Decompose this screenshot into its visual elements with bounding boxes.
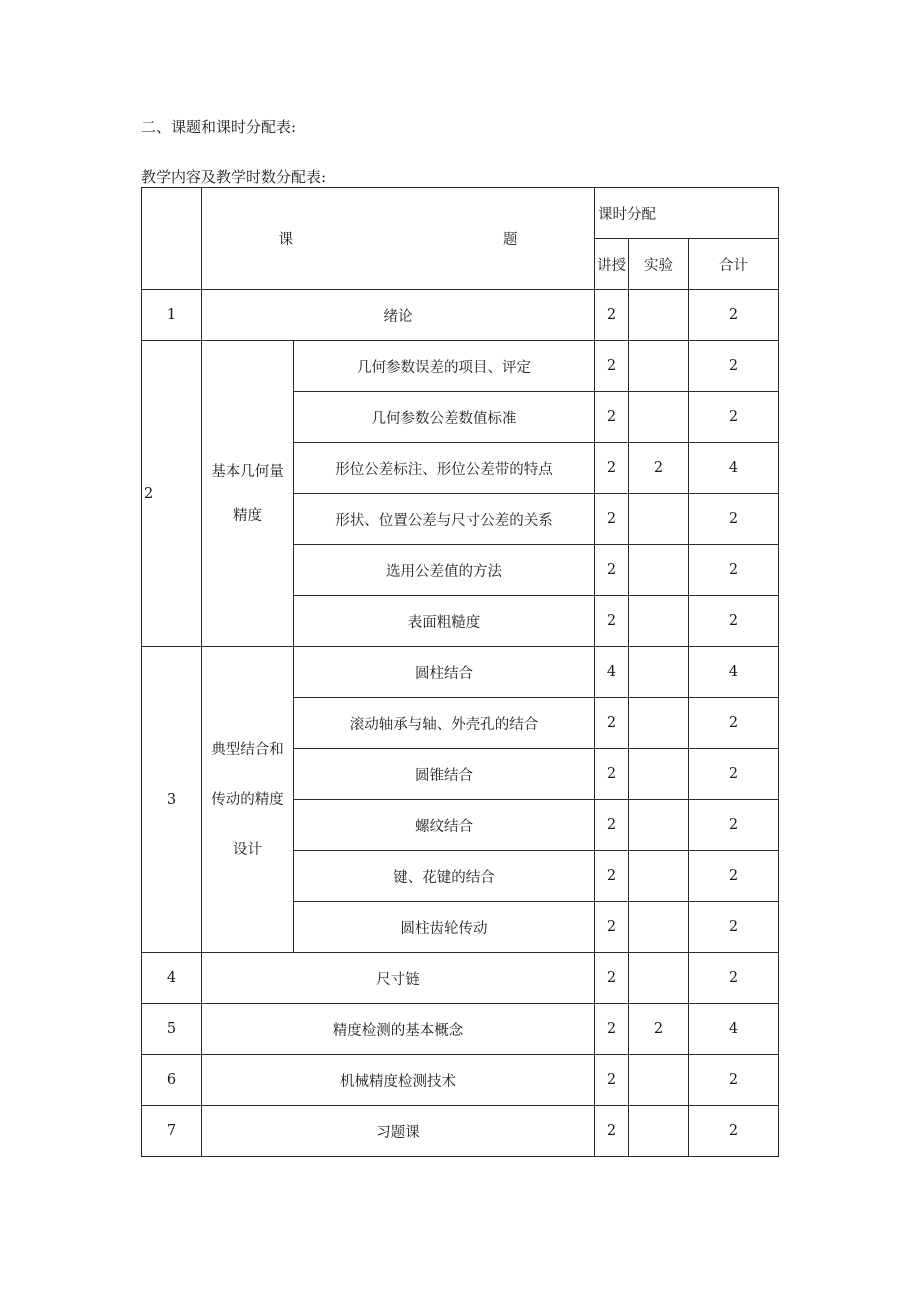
row-lab: [629, 647, 689, 698]
row-lecture: 2: [595, 1004, 629, 1055]
row-lab: [629, 545, 689, 596]
group-label-line: 典型结合和: [211, 741, 284, 758]
row-number: 7: [142, 1106, 202, 1157]
row-lecture: 2: [595, 902, 629, 953]
group-label-line: 设计: [233, 841, 262, 858]
row-total: 2: [689, 494, 779, 545]
table-row: [142, 953, 779, 1004]
row-total: 2: [689, 545, 779, 596]
table-row: [142, 647, 779, 698]
row-topic: 螺纹结合: [294, 800, 595, 851]
header-hours: 课时分配: [595, 188, 779, 239]
row-lab: [629, 1106, 689, 1157]
row-total: 2: [689, 800, 779, 851]
row-lecture: 2: [595, 494, 629, 545]
row-lab: 2: [629, 443, 689, 494]
header-total: 合计: [689, 239, 779, 290]
row-lab: [629, 1055, 689, 1106]
row-lecture: 2: [595, 800, 629, 851]
row-lecture: 2: [595, 851, 629, 902]
header-topic-char-2: 题: [503, 232, 518, 248]
row-topic: 圆柱结合: [294, 647, 595, 698]
row-total: 2: [689, 341, 779, 392]
row-topic: 圆锥结合: [294, 749, 595, 800]
row-topic: 形位公差标注、形位公差带的特点: [294, 443, 595, 494]
row-topic: 机械精度检测技术: [202, 1055, 595, 1106]
row-total: 2: [689, 749, 779, 800]
row-lecture: 2: [595, 545, 629, 596]
row-lab: [629, 902, 689, 953]
table-row: [142, 1106, 779, 1157]
row-lecture: 2: [595, 392, 629, 443]
row-topic: 圆柱齿轮传动: [294, 902, 595, 953]
row-topic: 尺寸链: [202, 953, 595, 1004]
row-lab: [629, 392, 689, 443]
row-lecture: 2: [595, 698, 629, 749]
row-topic: 几何参数误差的项目、评定: [294, 341, 595, 392]
row-total: 2: [689, 851, 779, 902]
group-label-line: 传动的精度: [211, 791, 284, 808]
row-lecture: 2: [595, 341, 629, 392]
row-topic: 形状、位置公差与尺寸公差的关系: [294, 494, 595, 545]
row-lab: [629, 494, 689, 545]
row-topic: 绪论: [202, 290, 595, 341]
table-row: [142, 1004, 779, 1055]
row-number: 3: [142, 647, 202, 953]
row-lecture: 2: [595, 596, 629, 647]
row-total: 2: [689, 392, 779, 443]
row-total: 2: [689, 698, 779, 749]
table-row: [142, 1055, 779, 1106]
row-lecture: 2: [595, 1106, 629, 1157]
row-number: 5: [142, 1004, 202, 1055]
row-lecture: 2: [595, 749, 629, 800]
row-number: 2: [142, 341, 202, 647]
group-label: [202, 341, 294, 647]
row-lab: [629, 749, 689, 800]
row-total: 2: [689, 290, 779, 341]
row-topic: 几何参数公差数值标准: [294, 392, 595, 443]
row-topic: 习题课: [202, 1106, 595, 1157]
row-number: 1: [142, 290, 202, 341]
header-row: [142, 188, 779, 239]
header-topic-char-1: 课: [278, 232, 293, 248]
row-total: 4: [689, 443, 779, 494]
row-lab: [629, 290, 689, 341]
section-heading: 二、课题和课时分配表:: [141, 118, 297, 136]
row-lab: [629, 800, 689, 851]
row-topic: 表面粗糙度: [294, 596, 595, 647]
row-lab: [629, 341, 689, 392]
row-topic: 选用公差值的方法: [294, 545, 595, 596]
row-lab: [629, 953, 689, 1004]
row-lab: [629, 851, 689, 902]
group-label-line: 基本几何量: [211, 463, 284, 480]
row-lab: [629, 698, 689, 749]
row-topic: 键、花键的结合: [294, 851, 595, 902]
row-topic: 滚动轴承与轴、外壳孔的结合: [294, 698, 595, 749]
header-topic: [202, 188, 595, 290]
row-total: 2: [689, 1106, 779, 1157]
row-lecture: 2: [595, 1055, 629, 1106]
row-topic: 精度检测的基本概念: [202, 1004, 595, 1055]
row-total: 2: [689, 953, 779, 1004]
row-lecture: 2: [595, 953, 629, 1004]
row-total: 2: [689, 596, 779, 647]
group-label-line: 精度: [233, 507, 262, 524]
table-row: [142, 341, 779, 392]
row-number: 4: [142, 953, 202, 1004]
header-lecture: 讲授: [595, 239, 629, 290]
row-lecture: 4: [595, 647, 629, 698]
row-total: 4: [689, 647, 779, 698]
header-lab: 实验: [629, 239, 689, 290]
row-total: 2: [689, 1055, 779, 1106]
row-total: 2: [689, 902, 779, 953]
row-lab: [629, 596, 689, 647]
row-total: 4: [689, 1004, 779, 1055]
table-row: [142, 290, 779, 341]
row-lecture: 2: [595, 290, 629, 341]
hours-allocation-table: [141, 187, 779, 1157]
header-number-cell: [142, 188, 202, 290]
row-lecture: 2: [595, 443, 629, 494]
group-label: [202, 647, 294, 953]
row-number: 6: [142, 1055, 202, 1106]
table-caption: 教学内容及教学时数分配表:: [141, 168, 327, 186]
row-lab: 2: [629, 1004, 689, 1055]
